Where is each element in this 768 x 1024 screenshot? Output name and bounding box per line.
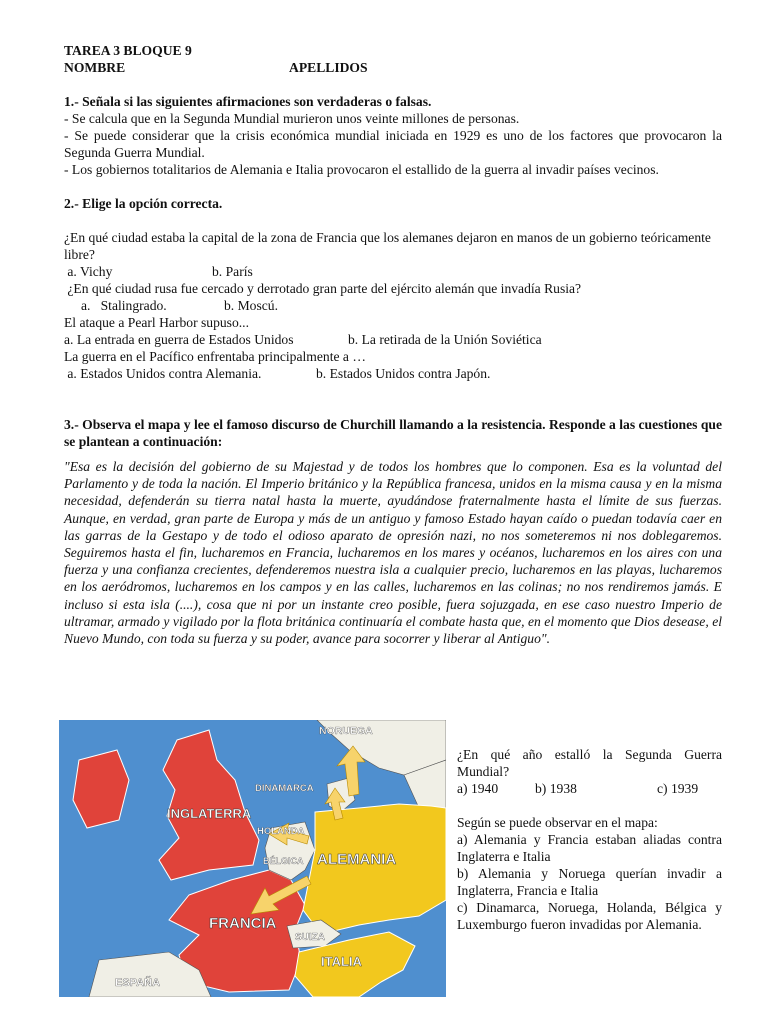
- nombre-label: NOMBRE: [64, 60, 126, 75]
- option-a: a. Vichy: [64, 264, 113, 279]
- section2-heading: 2.- Elige la opción correcta.: [64, 196, 223, 211]
- question-year: ¿En qué año estalló la Segunda Guerra Mundial?: [457, 747, 722, 779]
- option-b: b. Moscú.: [224, 298, 278, 313]
- label-inglaterra: INGLATERRA: [167, 806, 252, 821]
- label-belgica: BÉLGICA: [263, 856, 304, 866]
- options-row: [457, 780, 722, 797]
- option-b: b) 1938: [535, 781, 577, 796]
- option-b: b. Estados Unidos contra Japón.: [316, 366, 491, 381]
- section1-item: - Se puede considerar que la crisis económica mundial iniciada en 1929 es uno de los factores que provocaron la Segunda Guerra Mundial.: [64, 128, 722, 160]
- question-stalingrado: ¿En qué ciudad rusa fue cercado y derrotado gran parte del ejército alemán que invadía Rusia?: [64, 281, 582, 296]
- label-noruega: NORUEGA: [319, 725, 373, 737]
- europe-map: [59, 720, 446, 997]
- question-pacifico: La guerra en el Pacífico enfrentaba principalmente a …: [64, 349, 366, 364]
- label-suiza: SUIZA: [295, 932, 325, 943]
- option-c: c) Dinamarca, Noruega, Holanda, Bélgica y Luxemburgo fueron invadidas por Alemania.: [457, 900, 722, 932]
- options-row: [64, 365, 722, 382]
- label-alemania: ALEMANIA: [317, 851, 397, 868]
- question-pearl-harbor: El ataque a Pearl Harbor supuso...: [64, 315, 249, 330]
- option-a: a) 1940: [457, 781, 499, 796]
- option-a: a. La entrada en guerra de Estados Unidos: [64, 332, 294, 347]
- label-italia: ITALIA: [321, 954, 362, 969]
- options-row: [64, 263, 722, 280]
- options-row: [64, 331, 722, 348]
- option-b: b. La retirada de la Unión Soviética: [348, 332, 542, 347]
- question-map: Según se puede observar en el mapa:: [457, 815, 658, 830]
- worksheet-title: TAREA 3 BLOQUE 9: [64, 43, 192, 58]
- section1-item: - Los gobiernos totalitarios de Alemania e Italia provocaron el estallido de la guerra al invadir países vecinos.: [64, 162, 659, 177]
- option-a: a. Estados Unidos contra Alemania.: [64, 366, 262, 381]
- option-a: a. Stalingrado.: [64, 298, 167, 313]
- section1-heading: 1.- Señala si las siguientes afirmaciones son verdaderas o falsas.: [64, 94, 432, 109]
- churchill-quote: "Esa es la decisión del gobierno de su Majestad y de todos los hombres que lo componen. Esa es la voluntad del Parlamento y de toda la nación. El Imperio británico y la República francesa, unidos en la misma causa y en la misma necesidad, defenderán su tierra natal hasta la muerte, ayudándose fraternalmente hasta el límite de sus fuerzas. Aunque, en verdad, gran parte de Europa y más de un antiguo y famoso Estado hayan caído o puedan todavía caer en las garras de la Gestapo y de todo el odioso aparato de opresión nazi, no nos someteremos ni nos doblegaremos. Seguiremos hasta el fin, lucharemos en Francia, lucharemos en los mares y océanos, lucharemos en los aires con una fuerza y una confianza crecientes, defenderemos nuestra isla a cualquier precio, lucharemos en las playas, lucharemos en los aeródromos, lucharemos en los campos y en las calles, lucharemos en las colinas; no nos rendiremos jamás. E incluso si esta isla (....), cosa que ni por un instante creo posible, fuera sojuzgada, en ese caso nuestro Imperio de ultramar, armado y vigilado por la flota británica continuaría el combate hasta que, en el momento que Dios desease, el Nuevo Mundo, con toda su fuerza y su poder, avance para socorrer y liberar al Antiguo".: [64, 459, 722, 647]
- option-b: b) Alemania y Noruega querían invadir a Inglaterra, Francia e Italia: [457, 866, 722, 898]
- apellidos-label: APELLIDOS: [289, 60, 368, 75]
- option-c: c) 1939: [657, 781, 699, 796]
- section3-heading: 3.- Observa el mapa y lee el famoso discurso de Churchill llamando a la resistencia. Responde a las cuestiones que se plantean a continuación:: [64, 417, 722, 449]
- label-espana: ESPAÑA: [115, 977, 161, 989]
- options-row: [64, 297, 722, 314]
- label-francia: FRANCIA: [209, 915, 277, 932]
- question-vichy: ¿En qué ciudad estaba la capital de la zona de Francia que los alemanes dejaron en manos de un gobierno teóricamente libre?: [64, 230, 711, 262]
- label-dinamarca: DINAMARCA: [255, 783, 314, 794]
- option-a: a) Alemania y Francia estaban aliadas contra Inglaterra e Italia: [457, 832, 722, 864]
- label-holanda: HOLANDA: [257, 826, 305, 837]
- section1-item: - Se calcula que en la Segunda Mundial murieron unos veinte millones de personas.: [64, 111, 520, 126]
- name-row: [64, 59, 722, 76]
- map-questions: [457, 746, 722, 933]
- option-b: b. París: [212, 264, 253, 279]
- worksheet: [64, 42, 722, 647]
- map-svg: [59, 720, 446, 997]
